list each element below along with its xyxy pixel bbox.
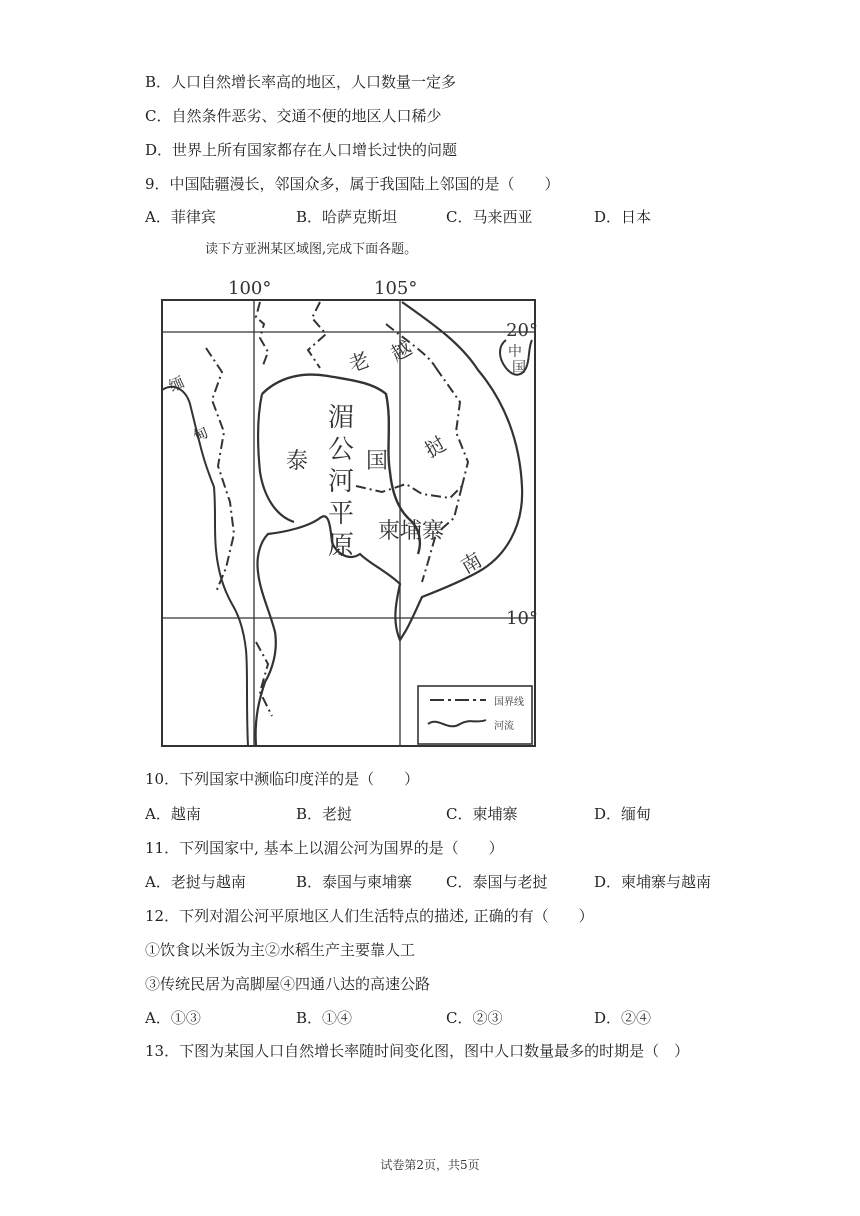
map-intro: 读下方亚洲某区域图,完成下面各题。 [205,242,418,257]
q9-option-d: D．日本 [594,208,652,226]
region-map-svg [160,272,540,748]
q12-option-d: D．②④ [594,1009,652,1027]
q12-option-b: B．①④ [296,1009,353,1027]
label-lon-105: 105° [374,278,418,299]
label-vietnam-1: 越 [386,335,416,367]
q9-option-a: A．菲律宾 [145,208,216,226]
answer-option-b: B．人口自然增长率高的地区，人口数量一定多 [145,73,457,91]
question-12: 12．下列对湄公河平原地区人们生活特点的描述, 正确的有（ ） [145,907,594,925]
label-laos-2: 挝 [420,431,450,463]
q11-option-c: C．泰国与老挝 [446,873,548,891]
border-myanmar-thailand [206,348,234,592]
question-13: 13．下图为某国人口自然增长率随时间变化图，图中人口数量最多的时期是（ ） [145,1042,690,1060]
label-vietnam-2: 南 [456,547,486,579]
region-map [160,272,540,748]
q12-option-c: C．②③ [446,1009,503,1027]
q10-option-d: D．缅甸 [594,805,652,823]
q11-option-a: A．老挝与越南 [145,873,246,891]
label-mekong-4: 平 [328,499,355,529]
legend-border-label: 国界线 [494,697,524,708]
label-china-2: 国 [512,360,526,376]
label-china-1: 中 [508,344,522,360]
border-laos-vietnam [436,368,468,486]
legend-river-label: 河流 [494,721,514,732]
q9-option-c: C．马来西亚 [446,208,533,226]
border-north [256,302,268,368]
label-mekong-1: 湄 [328,403,355,433]
label-myanmar-1: 缅 [166,372,188,396]
q10-option-b: B．老挝 [296,805,353,823]
q10-option-c: C．柬埔寨 [446,805,518,823]
label-lon-100: 100° [228,278,272,299]
q12-statements-1: ①饮食以米饭为主②水稻生产主要靠人工 [145,941,416,959]
question-9: 9．中国陆疆漫长，邻国众多，属于我国陆上邻国的是（ ） [145,175,560,193]
q11-option-d: D．柬埔寨与越南 [594,873,712,891]
legend-box [418,686,532,744]
label-myanmar-2: 甸 [190,422,212,446]
q12-statements-2: ③传统民居为高脚屋④四通八达的高速公路 [145,975,431,993]
label-laos-1: 老 [345,347,373,377]
page-footer: 试卷第2页，共5页 [380,1158,480,1172]
answer-option-d: D．世界上所有国家都存在人口增长过快的问题 [145,141,458,159]
q9-option-b: B．哈萨克斯坦 [296,208,398,226]
label-lat-10: 10° [506,608,538,629]
question-10: 10．下列国家中濒临印度洋的是（ ） [145,770,420,788]
label-lat-20: 20° [506,320,538,341]
question-11: 11．下列国家中, 基本上以湄公河为国界的是（ ） [145,839,504,857]
label-thailand-2: 国 [366,449,389,474]
label-cambodia: 柬埔寨 [378,519,445,544]
label-thailand-1: 泰 [286,449,309,474]
q10-option-a: A．越南 [145,805,201,823]
label-mekong-5: 原 [328,531,355,561]
label-mekong-3: 河 [328,467,355,497]
border-cambodia-north [356,484,462,498]
border-laos-north [308,302,326,368]
q11-option-b: B．泰国与柬埔寨 [296,873,413,891]
q12-option-a: A．①③ [145,1009,201,1027]
label-mekong-2: 公 [328,435,355,465]
answer-option-c: C．自然条件恶劣、交通不便的地区人口稀少 [145,107,442,125]
